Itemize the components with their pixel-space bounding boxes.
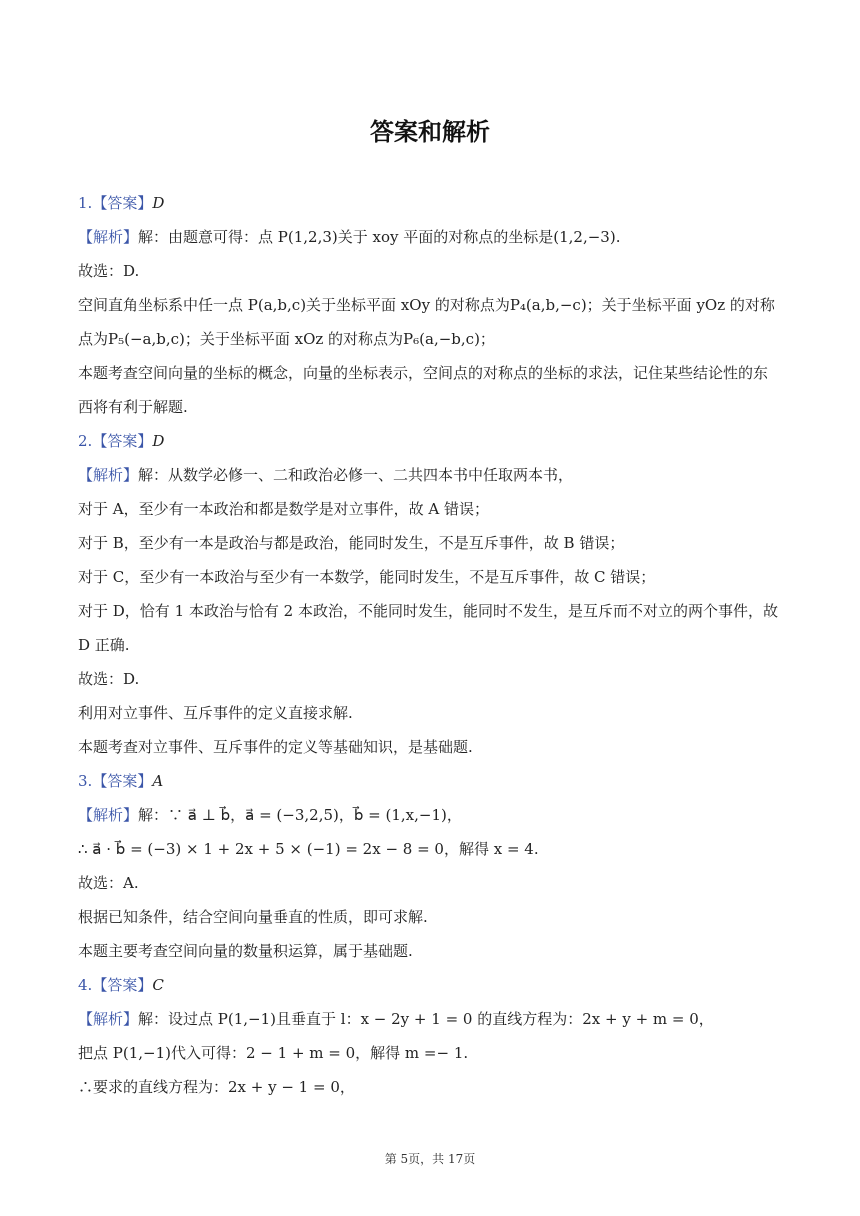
q2-text-2: 对于 A，至少有一本政治和都是数学是对立事件，故 A 错误； [78, 500, 489, 518]
q3-text-5: 本题主要考查空间向量的数量积运算，属于基础题. [78, 942, 413, 960]
q2-text-6: 故选：D. [78, 670, 140, 688]
answers-content [78, 186, 780, 1104]
q1-text-3: 空间直角坐标系中任一点 P(a,b,c)关于坐标平面 xOy 的对称点为P₄(a,b,−c)；关于坐标平面 yOz 的对称点为P₅(−a,b,c)；关于坐标平面 xOz 的对称点为P₆(a,−b,c)； [78, 296, 775, 348]
q4-answer-line [78, 968, 780, 1002]
q2-analysis-line [78, 458, 780, 492]
q1-text-4: 本题考查空间向量的坐标的概念，向量的坐标表示，空间点的对称点的坐标的求法，记住某些结论性的东西将有利于解题. [78, 364, 769, 416]
q4-analysis-tag: 【解析】 [78, 1010, 139, 1028]
q3-number: 3. [78, 772, 93, 790]
q4-text-1: 解：设过点 P(1,−1)且垂直于 l：x − 2y + 1 = 0 的直线方程为：2x + y + m = 0， [138, 1010, 714, 1028]
q4-analysis-line [78, 1002, 780, 1036]
q1-answer: D [152, 194, 165, 212]
q2-text-1: 解：从数学必修一、二和政治必修一、二共四本书中任取两本书， [138, 466, 574, 484]
q1-text-2: 故选：D. [78, 262, 140, 280]
q1-text-1: 解：由题意可得：点 P(1,2,3)关于 xoy 平面的对称点的坐标是(1,2,−3). [138, 228, 621, 246]
q3-text-2: ∴ a⃗ · b⃗ = (−3) × 1 + 2x + 5 × (−1) = 2x − 8 = 0，解得 x = 4. [78, 840, 539, 858]
q4-answer-tag: 【答案】 [92, 976, 153, 994]
q2-answer: D [152, 432, 165, 450]
q2-analysis-tag: 【解析】 [78, 466, 139, 484]
q3-answer-line [78, 764, 780, 798]
page-footer: 第 5页，共 17页 [384, 1152, 476, 1166]
q2-text-3: 对于 B，至少有一本是政治与都是政治，能同时发生，不是互斥事件，故 B 错误； [78, 534, 625, 552]
q2-text-7: 利用对立事件、互斥事件的定义直接求解. [78, 704, 353, 722]
q2-answer-line [78, 424, 780, 458]
q3-text-4: 根据已知条件，结合空间向量垂直的性质，即可求解. [78, 908, 428, 926]
q1-analysis-line [78, 220, 780, 254]
q3-analysis-tag: 【解析】 [78, 806, 139, 824]
q1-answer-line [78, 186, 780, 220]
q2-answer-tag: 【答案】 [92, 432, 153, 450]
q4-text-2: 把点 P(1,−1)代入可得：2 − 1 + m = 0，解得 m =− 1. [78, 1044, 469, 1062]
q4-number: 4. [78, 976, 93, 994]
q3-text-3: 故选：A. [78, 874, 139, 892]
q3-answer-tag: 【答案】 [92, 772, 153, 790]
q3-analysis-line [78, 798, 780, 832]
q4-answer: C [152, 976, 164, 994]
q3-answer: A [152, 772, 164, 790]
q1-answer-tag: 【答案】 [92, 194, 153, 212]
q1-number: 1. [78, 194, 93, 212]
q3-text-1: 解：∵ a⃗ ⊥ b⃗，a⃗ = (−3,2,5)，b⃗ = (1,x,−1)， [138, 806, 462, 824]
q2-text-4: 对于 C，至少有一本政治与至少有一本数学，能同时发生，不是互斥事件，故 C 错误； [78, 568, 656, 586]
q2-text-5: 对于 D，恰有 1 本政治与恰有 2 本政治，不能同时发生，能同时不发生，是互斥而不对立的两个事件，故 D 正确. [78, 602, 778, 654]
q1-analysis-tag: 【解析】 [78, 228, 139, 246]
q2-text-8: 本题考查对立事件、互斥事件的定义等基础知识，是基础题. [78, 738, 473, 756]
q4-text-3: ∴要求的直线方程为：2x + y − 1 = 0， [78, 1078, 355, 1096]
q2-number: 2. [78, 432, 93, 450]
page-title: 答案和解析 [370, 118, 490, 146]
